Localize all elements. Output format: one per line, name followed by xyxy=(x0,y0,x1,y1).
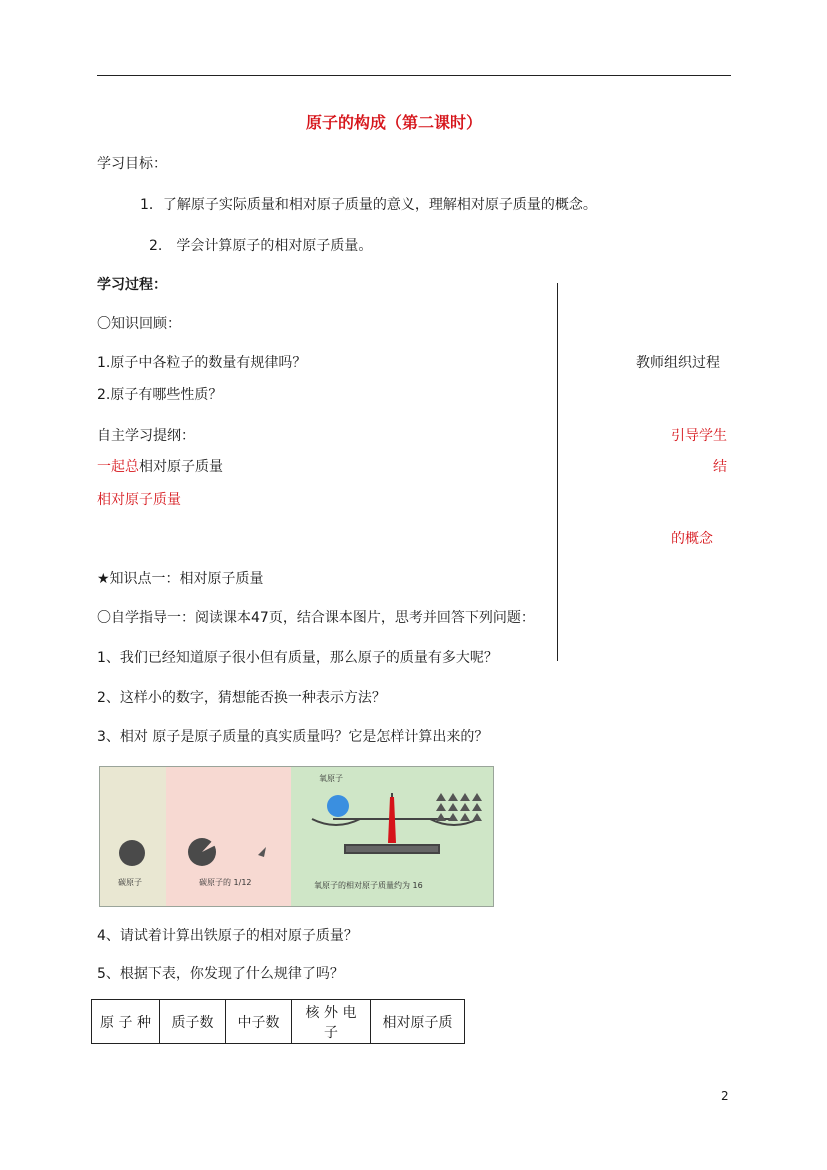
question-1: 1、我们已经知道原子很小但有质量，那么原子的质量有多大呢？ xyxy=(97,650,498,666)
outline-line-2: 相对原子质量 xyxy=(97,492,181,508)
guide-text: 〇自学指导一：阅读课本47页，结合课本图片，思考并回答下列问题： xyxy=(97,610,535,626)
goals-heading: 学习目标： xyxy=(97,156,167,172)
weights-icon xyxy=(436,793,482,821)
process-heading: 学习过程： xyxy=(97,277,167,293)
scale-pointer xyxy=(388,797,396,843)
side-line-1: 引导学生 xyxy=(671,428,727,444)
review-item: 1.原子中各粒子的数量有规律吗？ xyxy=(97,355,307,371)
question-2: 2、这样小的数字，猜想能否换一种表示方法？ xyxy=(97,690,386,706)
header-rule xyxy=(97,75,731,76)
question-3: 3、相对 原子是原子质量的真实质量吗？它是怎样计算出来的？ xyxy=(97,729,489,745)
review-item: 2.原子有哪些性质？ xyxy=(97,387,223,403)
small-slice-icon xyxy=(258,847,266,857)
table-header-cell: 中子数 xyxy=(226,1000,292,1044)
table-header-row xyxy=(92,1000,465,1044)
carbon-atom-icon xyxy=(119,840,145,866)
question-4: 4、请试着计算出铁原子的相对原子质量？ xyxy=(97,928,358,944)
outline-heading: 自主学习提纲： xyxy=(97,428,195,444)
figure-caption-right: 氧原子的相对原子质量约为 16 xyxy=(314,881,423,890)
figure-caption-mid: 碳原子的 1/12 xyxy=(199,878,252,887)
review-heading: 〇知识回顾： xyxy=(97,316,181,332)
knowledge-point: ★知识点一：相对原子质量 xyxy=(97,571,264,587)
oxygen-atom-icon xyxy=(327,795,349,817)
outline-prefix: 一起总 xyxy=(97,459,139,475)
particle-table xyxy=(91,999,465,1044)
column-divider xyxy=(557,283,558,661)
atomic-mass-figure xyxy=(99,766,494,907)
table-header-cell: 质子数 xyxy=(160,1000,226,1044)
figure-label-oxygen: 氧原子 xyxy=(319,774,343,783)
page-number: 2 xyxy=(721,1089,729,1103)
table-header-cell: 核 外 电 子 xyxy=(292,1000,371,1044)
figure-drawing xyxy=(100,767,493,906)
figure-caption-left: 碳原子 xyxy=(118,878,142,887)
side-line-3: 的概念 xyxy=(671,531,713,547)
outline-rest: 相对原子质量 xyxy=(139,459,223,475)
goal-item: 1．了解原子实际质量和相对原子质量的意义，理解相对原子质量的概念。 xyxy=(140,197,597,213)
side-heading: 教师组织过程 xyxy=(636,355,720,371)
table-header-cell: 相对原子质 xyxy=(371,1000,465,1044)
table-header-cell: 原 子 种 xyxy=(92,1000,160,1044)
outline-line-1 xyxy=(97,458,223,476)
page-title: 原子的构成（第二课时） xyxy=(306,113,483,132)
side-line-2: 结 xyxy=(713,459,727,475)
question-5: 5、根据下表，你发现了什么规律了吗？ xyxy=(97,966,344,982)
goal-item: 2. 学会计算原子的相对原子质量。 xyxy=(149,238,373,254)
